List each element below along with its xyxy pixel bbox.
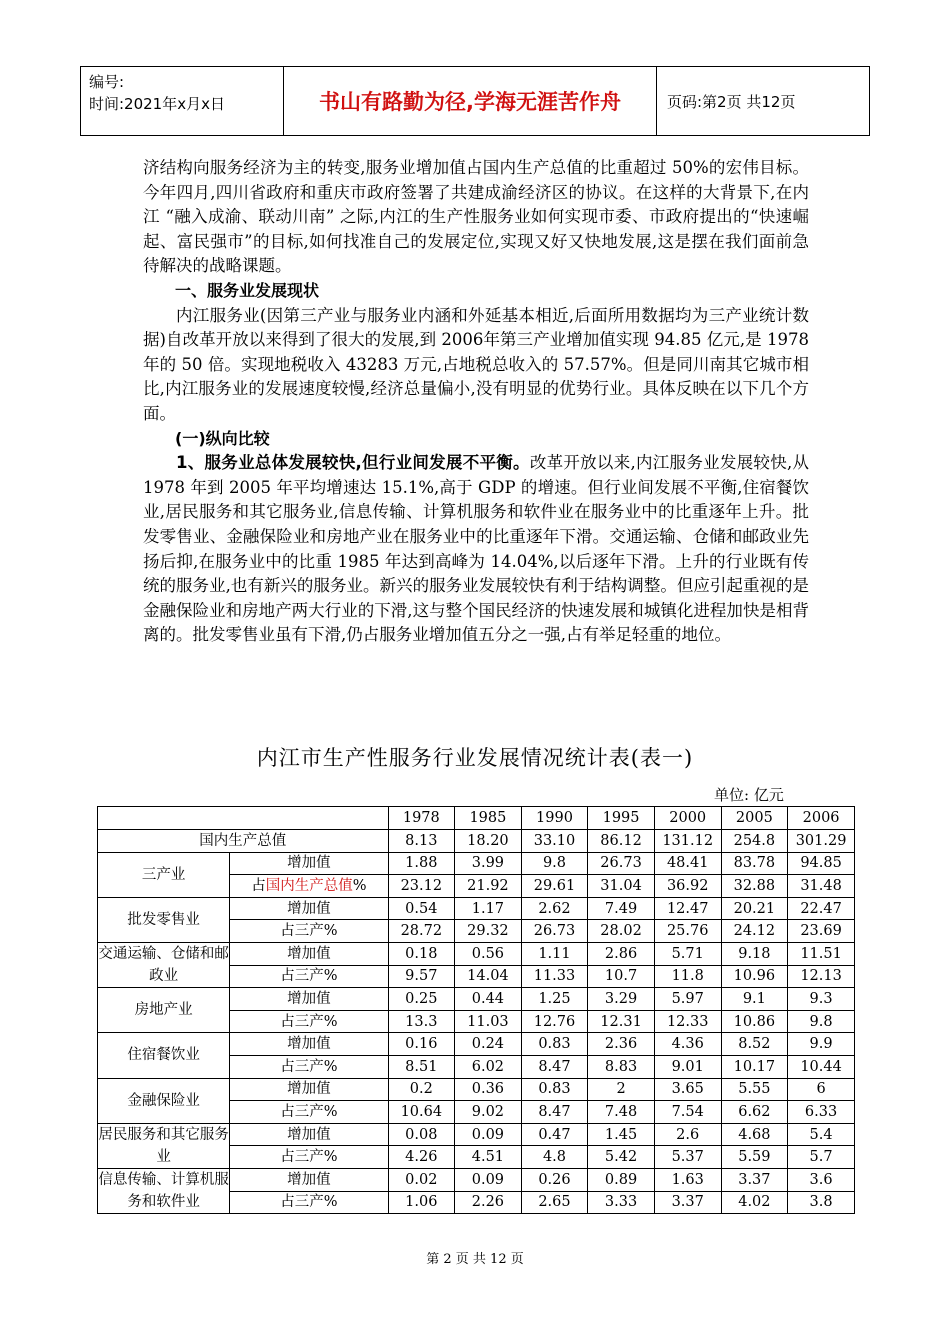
share-label-part: 占 (251, 877, 266, 894)
row-label-sub: 占三产% (230, 1010, 388, 1033)
share-label-part: 国内生产总值 (265, 877, 353, 894)
row-label-sub (230, 875, 388, 898)
table-cell: 8.13 (388, 829, 455, 852)
table-cell: 5.42 (588, 1146, 655, 1169)
table-cell: 2.36 (588, 1033, 655, 1056)
year-header: 1995 (588, 807, 655, 830)
year-header: 1990 (521, 807, 588, 830)
table-cell: 0.26 (521, 1168, 588, 1191)
table-cell: 7.49 (588, 897, 655, 920)
table-row (98, 942, 855, 965)
table-cell: 14.04 (455, 965, 522, 988)
table-cell: 2.6 (654, 1123, 721, 1146)
table-cell: 5.4 (788, 1123, 855, 1146)
table-cell: 23.12 (388, 875, 455, 898)
table-cell: 10.17 (721, 1055, 788, 1078)
table-cell: 0.02 (388, 1168, 455, 1191)
table-cell: 36.92 (654, 875, 721, 898)
table-cell: 4.68 (721, 1123, 788, 1146)
table-cell: 23.69 (788, 920, 855, 943)
row-label-sub: 占三产% (230, 1055, 388, 1078)
table-cell: 8.51 (388, 1055, 455, 1078)
paragraph-continued: 济结构向服务经济为主的转变,服务业增加值占国内生产总值的比重超过 50%的宏伟目标。今年四月,四川省政府和重庆市政府签署了共建成渝经济区的协议。在这样的大背景下,在内江 “融入成渝、联动川南” 之际,内江的生产性服务业如何实现市委、市政府提出的“快速崛起、富民强市”的目标,如何找准自己的发展定位,实现又好又快地发展,这是摆在我们面前急待解决的战略课题。 (143, 158, 809, 276)
table-cell: 13.3 (388, 1010, 455, 1033)
table-cell: 12.33 (654, 1010, 721, 1033)
table-cell: 0.89 (588, 1168, 655, 1191)
table-cell: 29.61 (521, 875, 588, 898)
table-cell: 25.76 (654, 920, 721, 943)
row-label-sub: 增加值 (230, 1168, 388, 1191)
table-cell: 4.36 (654, 1033, 721, 1056)
row-label-sub: 占三产% (230, 1101, 388, 1124)
table-cell: 83.78 (721, 852, 788, 875)
section-heading: 一、服务业发展现状 (175, 280, 320, 300)
table-cell: 28.72 (388, 920, 455, 943)
table-row (98, 988, 855, 1011)
row-label-sub: 占三产% (230, 920, 388, 943)
table-cell: 2.65 (521, 1191, 588, 1214)
table-cell: 26.73 (521, 920, 588, 943)
table-row (98, 852, 855, 875)
table-cell: 12.47 (654, 897, 721, 920)
table-cell: 9.01 (654, 1055, 721, 1078)
table-cell: 8.83 (588, 1055, 655, 1078)
table-row (98, 1168, 855, 1191)
paragraph-body: 改革开放以来,内江服务业发展较快,从 1978 年到 2005 年平均增速达 15.1%,高于 GDP 的增速。但行业间发展不平衡,住宿餐饮业,居民服务和其它服务业,信息传输、计算机服务和软件业在服务业中的比重逐年上升。批发零售业、金融保险业和房地产业在服务业中的比重逐年下滑。交通运输、仓储和邮政业先扬后抑,在服务业中的比重 1985 年达到高峰为 14.04%,以后逐年下滑。上升的行业既有传统的服务业,也有新兴的服务业。新兴的服务业发展较快有利于结构调整。但应引起重视的是金融保险业和房地产两大行业的下滑,这与整个国民经济的快速发展和城镇化进程加快是相背离的。批发零售业虽有下滑,仍占服务业增加值五分之一强,占有举足轻重的地位。 (143, 453, 810, 645)
table-title: 内江市生产性服务行业发展情况统计表(表一) (256, 746, 694, 770)
table-cell: 1.25 (521, 988, 588, 1011)
row-label-gdp: 国内生产总值 (98, 829, 389, 852)
table-cell: 5.59 (721, 1146, 788, 1169)
row-label-sub: 增加值 (230, 1078, 388, 1101)
year-header: 2000 (654, 807, 721, 830)
table-cell: 4.26 (388, 1146, 455, 1169)
table-cell: 2.62 (521, 897, 588, 920)
table-cell: 1.06 (388, 1191, 455, 1214)
table-cell: 18.20 (455, 829, 522, 852)
subsection-heading: (一)纵向比较 (175, 428, 270, 448)
table-cell: 22.47 (788, 897, 855, 920)
table-cell: 6.33 (788, 1101, 855, 1124)
table-cell: 131.12 (654, 829, 721, 852)
table-cell: 0.09 (455, 1168, 522, 1191)
table-cell: 2.86 (588, 942, 655, 965)
row-label-category: 信息传输、计算机服务和软件业 (98, 1168, 230, 1213)
table-cell: 0.83 (521, 1033, 588, 1056)
table-cell: 10.44 (788, 1055, 855, 1078)
table-cell: 31.04 (588, 875, 655, 898)
row-label-sub: 增加值 (230, 1033, 388, 1056)
row-label-sub: 增加值 (230, 988, 388, 1011)
table-cell: 0.18 (388, 942, 455, 965)
document-time: 时间:2021年x月x日 (89, 95, 225, 113)
table-cell: 9.57 (388, 965, 455, 988)
row-label-sub: 增加值 (230, 852, 388, 875)
table-cell: 8.47 (521, 1055, 588, 1078)
table-cell: 12.13 (788, 965, 855, 988)
table-cell: 1.63 (654, 1168, 721, 1191)
table-row (98, 1078, 855, 1101)
table-cell: 12.31 (588, 1010, 655, 1033)
table-cell: 0.56 (455, 942, 522, 965)
table-cell: 21.92 (455, 875, 522, 898)
table-cell: 28.02 (588, 920, 655, 943)
row-label-category: 房地产业 (98, 988, 230, 1033)
row-label-sub: 增加值 (230, 897, 388, 920)
table-cell: 1.11 (521, 942, 588, 965)
table-cell: 0.09 (455, 1123, 522, 1146)
table-cell: 0.08 (388, 1123, 455, 1146)
row-label-sub: 占三产% (230, 1191, 388, 1214)
table-cell: 20.21 (721, 897, 788, 920)
table-cell: 11.8 (654, 965, 721, 988)
table-cell: 4.8 (521, 1146, 588, 1169)
table-header-blank (98, 807, 389, 830)
table-cell: 9.3 (788, 988, 855, 1011)
table-cell: 12.76 (521, 1010, 588, 1033)
table-cell: 5.55 (721, 1078, 788, 1101)
table-cell: 10.96 (721, 965, 788, 988)
header-motto: 书山有路勤为径,学海无涯苦作舟 (284, 67, 657, 135)
table-row (98, 829, 855, 852)
table-cell: 6 (788, 1078, 855, 1101)
table-cell: 8.47 (521, 1101, 588, 1124)
table-row (98, 897, 855, 920)
row-label-sub: 增加值 (230, 1123, 388, 1146)
table-cell: 5.97 (654, 988, 721, 1011)
table-cell: 0.24 (455, 1033, 522, 1056)
table-cell: 3.8 (788, 1191, 855, 1214)
table-cell: 5.37 (654, 1146, 721, 1169)
table-cell: 11.03 (455, 1010, 522, 1033)
table-cell: 301.29 (788, 829, 855, 852)
table-cell: 7.54 (654, 1101, 721, 1124)
table-cell: 10.86 (721, 1010, 788, 1033)
table-row (98, 1033, 855, 1056)
paragraph-lead: 1、服务业总体发展较快,但行业间发展不平衡。 (176, 453, 530, 473)
table-cell: 0.16 (388, 1033, 455, 1056)
table-cell: 9.8 (788, 1010, 855, 1033)
table-cell: 29.32 (455, 920, 522, 943)
row-label-category: 住宿餐饮业 (98, 1033, 230, 1078)
table-cell: 9.18 (721, 942, 788, 965)
row-label-sub: 增加值 (230, 942, 388, 965)
row-label-category: 居民服务和其它服务业 (98, 1123, 230, 1168)
table-cell: 0.2 (388, 1078, 455, 1101)
document-number: 编号: (89, 73, 125, 91)
row-label-category: 交通运输、仓储和邮政业 (98, 942, 230, 987)
table-cell: 5.7 (788, 1146, 855, 1169)
table-cell: 7.48 (588, 1101, 655, 1124)
table-cell: 0.25 (388, 988, 455, 1011)
table-cell: 32.88 (721, 875, 788, 898)
year-header: 1985 (455, 807, 522, 830)
table-cell: 6.62 (721, 1101, 788, 1124)
table-cell: 31.48 (788, 875, 855, 898)
table-cell: 33.10 (521, 829, 588, 852)
share-label-part: % (352, 877, 367, 894)
header-page-number: 页码:第2页 共12页 (667, 92, 796, 111)
year-header: 2006 (788, 807, 855, 830)
table-cell: 9.8 (521, 852, 588, 875)
table-cell: 0.83 (521, 1078, 588, 1101)
table-cell: 1.88 (388, 852, 455, 875)
table-cell: 26.73 (588, 852, 655, 875)
table-cell: 3.99 (455, 852, 522, 875)
table-cell: 6.02 (455, 1055, 522, 1078)
table-unit: 单位: 亿元 (714, 786, 784, 804)
table-cell: 9.1 (721, 988, 788, 1011)
table-cell: 86.12 (588, 829, 655, 852)
table-header-row (98, 807, 855, 830)
table-cell: 48.41 (654, 852, 721, 875)
page-footer: 第 2 页 共 12 页 (426, 1252, 524, 1267)
table-cell: 0.47 (521, 1123, 588, 1146)
paragraph-status: 内江服务业(因第三产业与服务业内涵和外延基本相近,后面所用数据均为三产业统计数据)自改革开放以来得到了很大的发展,到 2006年第三产业增加值实现 94.85 亿元,是 1978 年的 50 倍。实现地税收入 43283 万元,占地税总收入的 57.57%。但是同川南其它城市相比,内江服务业的发展速度较慢,经济总量偏小,没有明显的优势行业。具体反映在以下几个方面。 (143, 305, 809, 423)
table-cell: 24.12 (721, 920, 788, 943)
table-row (98, 1123, 855, 1146)
table-cell: 9.9 (788, 1033, 855, 1056)
table-cell: 10.7 (588, 965, 655, 988)
table-cell: 5.71 (654, 942, 721, 965)
row-label-category: 批发零售业 (98, 897, 230, 942)
table-cell: 3.6 (788, 1168, 855, 1191)
year-header: 1978 (388, 807, 455, 830)
header-meta (81, 67, 284, 135)
table-cell: 3.37 (721, 1168, 788, 1191)
table-cell: 8.52 (721, 1033, 788, 1056)
row-label-category: 金融保险业 (98, 1078, 230, 1123)
table-cell: 3.29 (588, 988, 655, 1011)
paragraph-vertical-comparison (143, 451, 809, 648)
table-cell: 10.64 (388, 1101, 455, 1124)
table-cell: 4.51 (455, 1146, 522, 1169)
table-cell: 254.8 (721, 829, 788, 852)
table-cell: 9.02 (455, 1101, 522, 1124)
document-body (143, 156, 809, 648)
table-cell: 1.45 (588, 1123, 655, 1146)
statistics-table (97, 806, 855, 1214)
table-cell: 0.54 (388, 897, 455, 920)
table-cell: 2.26 (455, 1191, 522, 1214)
table-cell: 3.37 (654, 1191, 721, 1214)
page-header (80, 66, 870, 136)
row-label-category: 三产业 (98, 852, 230, 897)
row-label-sub: 占三产% (230, 1146, 388, 1169)
table-cell: 4.02 (721, 1191, 788, 1214)
year-header: 2005 (721, 807, 788, 830)
table-cell: 2 (588, 1078, 655, 1101)
row-label-sub: 占三产% (230, 965, 388, 988)
table-cell: 0.44 (455, 988, 522, 1011)
table-cell: 3.65 (654, 1078, 721, 1101)
table-cell: 3.33 (588, 1191, 655, 1214)
table-cell: 11.51 (788, 942, 855, 965)
table-cell: 94.85 (788, 852, 855, 875)
table-cell: 0.36 (455, 1078, 522, 1101)
table-cell: 1.17 (455, 897, 522, 920)
table-cell: 11.33 (521, 965, 588, 988)
